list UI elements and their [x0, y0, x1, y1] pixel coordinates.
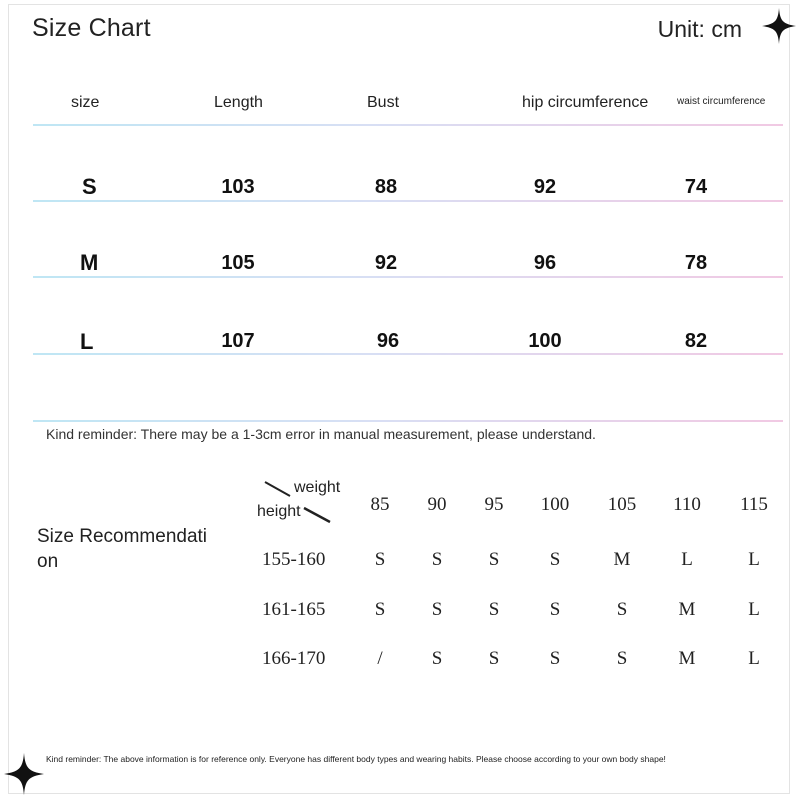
size-cell: M [678, 648, 696, 669]
divider [33, 420, 783, 422]
col-header-length: Length [214, 94, 263, 111]
hip-value: 96 [533, 252, 557, 274]
length-value: 103 [221, 176, 255, 198]
size-label: M [80, 250, 99, 275]
col-header-hip: hip circumference [522, 94, 649, 111]
corner-weight-label: weight [294, 479, 341, 496]
bust-value: 96 [376, 330, 400, 352]
size-cell: S [488, 599, 500, 620]
divider [33, 276, 783, 278]
waist-value: 78 [684, 252, 708, 274]
waist-value: 82 [684, 330, 708, 352]
hip-value: 92 [533, 176, 557, 198]
divider [33, 124, 783, 126]
size-cell: S [549, 599, 561, 620]
length-value: 105 [221, 252, 255, 274]
size-cell: S [488, 549, 500, 570]
weight-header: 100 [540, 494, 570, 515]
size-cell: / [377, 648, 383, 669]
weight-header: 105 [607, 494, 637, 515]
size-cell: S [616, 648, 628, 669]
length-value: 107 [221, 330, 255, 352]
size-cell: L [748, 648, 760, 669]
unit-label: Unit: cm [657, 16, 742, 42]
size-cell: S [374, 549, 386, 570]
recommendation-label-line1: Size Recommendati [37, 526, 208, 547]
size-cell: S [549, 648, 561, 669]
height-label: 155-160 [262, 549, 326, 570]
size-cell: S [431, 648, 443, 669]
size-cell: L [681, 549, 693, 570]
divider [33, 353, 783, 355]
page-frame [8, 4, 790, 794]
size-cell: S [488, 648, 500, 669]
sparkle-icon [762, 8, 796, 44]
hip-value: 100 [528, 330, 562, 352]
measurement-reminder: Kind reminder: There may be a 1-3cm error in manual measurement, please understand. [46, 426, 596, 442]
col-header-size: size [71, 94, 100, 111]
size-cell: L [748, 549, 760, 570]
corner-height-label: height [257, 503, 301, 520]
recommendation-label-line2: on [37, 551, 59, 572]
weight-header: 95 [484, 494, 504, 515]
bust-value: 92 [374, 252, 398, 274]
weight-header: 110 [673, 494, 701, 515]
size-cell: S [549, 549, 561, 570]
size-cell: S [374, 599, 386, 620]
size-label: S [82, 174, 97, 199]
waist-value: 74 [684, 176, 708, 198]
size-cell: S [431, 599, 443, 620]
weight-header: 90 [427, 494, 447, 515]
bust-value: 88 [374, 176, 398, 198]
sparkle-icon [4, 752, 44, 796]
divider [33, 200, 783, 202]
size-cell: S [616, 599, 628, 620]
height-label: 166-170 [262, 648, 326, 669]
recommendation-label [37, 524, 237, 574]
size-cell: M [678, 599, 696, 620]
weight-header: 115 [740, 494, 768, 515]
footnote-reminder: Kind reminder: The above information is for reference only. Everyone has different body types and wearing habits. Please choose according to your own body shape! [46, 754, 666, 764]
weight-header: 85 [370, 494, 390, 515]
size-cell: S [431, 549, 443, 570]
size-cell: M [613, 549, 631, 570]
size-cell: L [748, 599, 760, 620]
size-label: L [80, 329, 94, 354]
col-header-waist: waist circumference [677, 96, 766, 107]
col-header-bust: Bust [367, 94, 400, 111]
page-title: Size Chart [32, 14, 151, 42]
height-label: 161-165 [262, 599, 326, 620]
